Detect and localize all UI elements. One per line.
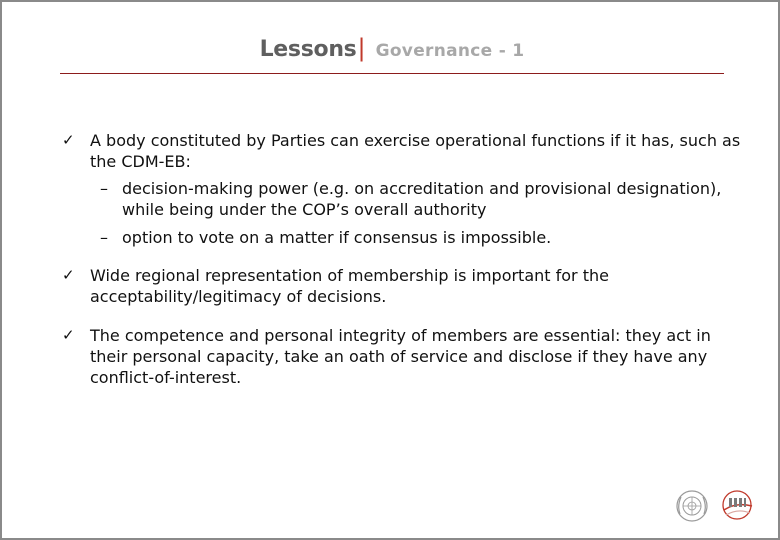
bullet-text: A body constituted by Parties can exercise operational functions if it has, such as the CDM-EB: <box>90 131 741 171</box>
checkmark-icon: ✓ <box>62 266 75 284</box>
sub-bullet-item <box>90 227 742 248</box>
checkmark-icon: ✓ <box>62 326 75 344</box>
sub-bullet-item <box>90 178 742 220</box>
slide-title <box>2 34 780 62</box>
title-subtitle: Governance - 1 <box>375 41 525 61</box>
un-emblem-icon <box>677 491 707 521</box>
bullet-text: The competence and personal integrity of members are essential: they act in their personal capacity, take an oath of service and disclose if they have any conflict-of-interest. <box>90 326 711 387</box>
title-main: Lessons <box>259 37 357 62</box>
unfccc-logo-icon <box>723 491 752 519</box>
sub-bullet-text: option to vote on a matter if consensus is impossible. <box>122 228 552 247</box>
checkmark-icon: ✓ <box>62 131 75 149</box>
bullet-list <box>62 130 742 388</box>
title-divider <box>60 73 724 74</box>
sub-bullet-text: decision-making power (e.g. on accreditation and provisional designation), while being under the COP’s overall authority <box>122 179 722 219</box>
title-separator: | <box>357 34 366 62</box>
bullet-item <box>62 130 742 248</box>
bullet-text: Wide regional representation of membership is important for the acceptability/legitimacy of decisions. <box>90 266 609 306</box>
sub-bullet-list <box>90 178 742 248</box>
logo-group <box>674 486 758 526</box>
dash-icon: – <box>100 228 108 247</box>
bullet-item <box>62 325 742 388</box>
dash-icon: – <box>100 179 108 198</box>
bullet-item <box>62 265 742 307</box>
